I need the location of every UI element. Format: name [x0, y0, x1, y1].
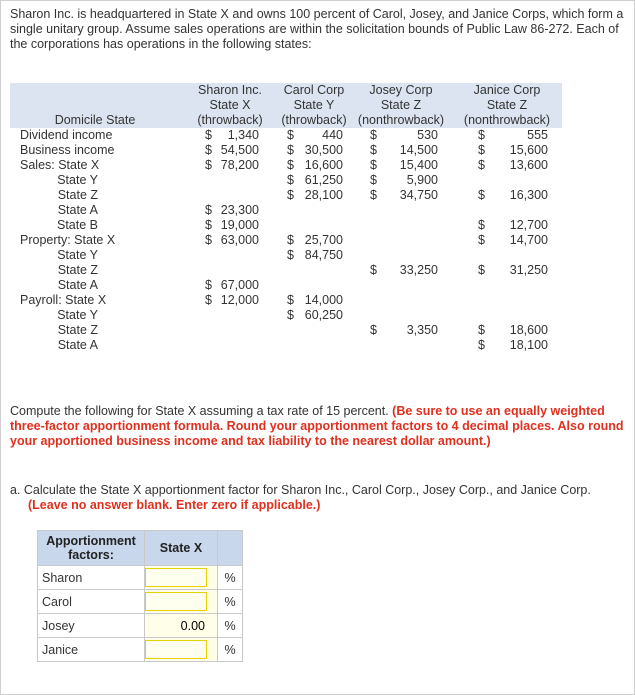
cell-value: 3,350 [406, 323, 438, 337]
cell-value: 78,200 [220, 158, 259, 172]
cell-value: 23,300 [220, 203, 259, 217]
cell-value: 19,000 [220, 218, 259, 232]
answer-header-state-x: State X [145, 531, 218, 566]
row-label: State Y [57, 248, 98, 262]
cell-value: 530 [417, 128, 438, 142]
cell-value: 16,300 [509, 188, 548, 202]
column-header-state: State Y [293, 98, 335, 112]
apportionment-factor-input[interactable] [145, 616, 207, 635]
cell-value: 13,600 [509, 158, 548, 172]
dollar-sign: $ [287, 173, 294, 187]
dollar-sign: $ [205, 158, 212, 172]
dollar-sign: $ [478, 143, 485, 157]
cell-value: 30,500 [304, 143, 343, 157]
dollar-sign: $ [478, 158, 485, 172]
dollar-sign: $ [205, 218, 212, 232]
dollar-sign: $ [287, 158, 294, 172]
cell-value: 5,900 [406, 173, 438, 187]
column-header-name: Janice Corp [473, 83, 541, 97]
dollar-sign: $ [478, 218, 485, 232]
cell-value: 31,250 [509, 263, 548, 277]
column-header-state: State Z [486, 98, 528, 112]
row-label-header: Domicile State [54, 113, 136, 127]
dollar-sign: $ [287, 143, 294, 157]
row-label: State Y [57, 308, 98, 322]
percent-symbol: % [218, 614, 243, 638]
answer-row [38, 614, 243, 638]
dollar-sign: $ [478, 128, 485, 142]
answer-row-label: Carol [38, 590, 145, 614]
question-a-note: (Leave no answer blank. Enter zero if applicable.) [28, 498, 321, 512]
cell-value: 14,500 [399, 143, 438, 157]
cell-value: 15,400 [399, 158, 438, 172]
dollar-sign: $ [370, 143, 377, 157]
apportionment-factor-input[interactable] [145, 592, 207, 611]
cell-value: 61,250 [304, 173, 343, 187]
cell-value: 14,000 [304, 293, 343, 307]
apportionment-factor-input[interactable] [145, 568, 207, 587]
cell-value: 18,600 [509, 323, 548, 337]
dollar-sign: $ [205, 278, 212, 292]
cell-value: 54,500 [220, 143, 259, 157]
dollar-sign: $ [478, 323, 485, 337]
column-header-state: State X [209, 98, 251, 112]
cell-value: 33,250 [399, 263, 438, 277]
dollar-sign: $ [287, 188, 294, 202]
row-label: Payroll: State X [20, 293, 107, 307]
row-label: Property: State X [20, 233, 116, 247]
cell-value: 15,600 [509, 143, 548, 157]
answer-row-label: Josey [38, 614, 145, 638]
cell-value: 60,250 [304, 308, 343, 322]
dollar-sign: $ [287, 248, 294, 262]
dollar-sign: $ [370, 173, 377, 187]
column-header-rule: (throwback) [281, 113, 347, 127]
cell-value: 1,340 [227, 128, 259, 142]
dollar-sign: $ [287, 308, 294, 322]
cell-value: 16,600 [304, 158, 343, 172]
column-header-state: State Z [380, 98, 422, 112]
column-header-rule: (nonthrowback) [463, 113, 551, 127]
answer-header-pct [218, 531, 243, 566]
dollar-sign: $ [478, 338, 485, 352]
row-label: State A [57, 203, 98, 217]
cell-value: 12,700 [509, 218, 548, 232]
dollar-sign: $ [205, 233, 212, 247]
dollar-sign: $ [287, 128, 294, 142]
column-header-name: Carol Corp [283, 83, 345, 97]
dollar-sign: $ [287, 293, 294, 307]
percent-symbol: % [218, 566, 243, 590]
row-label: State A [57, 278, 98, 292]
row-label: State Y [57, 173, 98, 187]
dollar-sign: $ [370, 188, 377, 202]
cell-value: 14,700 [509, 233, 548, 247]
dollar-sign: $ [370, 263, 377, 277]
dollar-sign: $ [205, 143, 212, 157]
cell-value: 25,700 [304, 233, 343, 247]
question-a-text: a. Calculate the State X apportionment factor for Sharon Inc., Carol Corp., Josey Corp., and Janice Corp. [10, 483, 591, 497]
dollar-sign: $ [370, 323, 377, 337]
dollar-sign: $ [370, 158, 377, 172]
question-a [10, 483, 630, 513]
column-header-rule: (throwback) [197, 113, 263, 127]
column-header-name: Sharon Inc. [198, 83, 262, 97]
task-instructions [10, 404, 630, 449]
dollar-sign: $ [205, 203, 212, 217]
cell-value: 28,100 [304, 188, 343, 202]
answer-row [38, 566, 243, 590]
dollar-sign: $ [205, 128, 212, 142]
cell-value: 63,000 [220, 233, 259, 247]
cell-value: 67,000 [220, 278, 259, 292]
intro-paragraph: Sharon Inc. is headquartered in State X and owns 100 percent of Carol, Josey, and Janice Corps, which form a single unitary group. Assume sales operations are within the solicitation bounds of Public Law 86-272. Each of the corporations has operations in the following states: [10, 7, 624, 51]
task-text: Compute the following for State X assuming a tax rate of 15 percent. [10, 404, 393, 418]
answer-header-label: Apportionment factors: [38, 531, 145, 566]
dollar-sign: $ [370, 128, 377, 142]
cell-value: 34,750 [399, 188, 438, 202]
cell-value: 555 [527, 128, 548, 142]
dollar-sign: $ [478, 233, 485, 247]
answer-row [38, 638, 243, 662]
dollar-sign: $ [205, 293, 212, 307]
task-rounding-note: (Be sure to use an equally weighted three-factor apportionment formula. Round your apportionment factors to 4 decimal places. Also round your apportioned business income and tax liability to the nearest dollar amount.) [10, 404, 624, 448]
dollar-sign: $ [478, 188, 485, 202]
answer-row [38, 590, 243, 614]
percent-symbol: % [218, 590, 243, 614]
cell-value: 18,100 [509, 338, 548, 352]
column-header-name: Josey Corp [369, 83, 433, 97]
row-label: Dividend income [20, 128, 113, 142]
row-label: Sales: State X [20, 158, 100, 172]
dollar-sign: $ [478, 263, 485, 277]
percent-symbol: % [218, 638, 243, 662]
row-label: State B [57, 218, 98, 232]
cell-value: 12,000 [220, 293, 259, 307]
answer-row-label: Janice [38, 638, 145, 662]
row-label: Business income [20, 143, 115, 157]
row-label: State A [57, 338, 98, 352]
apportionment-factor-input[interactable] [145, 640, 207, 659]
answer-row-label: Sharon [38, 566, 145, 590]
dollar-sign: $ [287, 233, 294, 247]
cell-value: 440 [322, 128, 343, 142]
apportionment-answer-table [37, 530, 243, 662]
row-label: State Z [57, 188, 98, 202]
row-label: State Z [57, 263, 98, 277]
cell-value: 84,750 [304, 248, 343, 262]
row-label: State Z [57, 323, 98, 337]
column-header-rule: (nonthrowback) [357, 113, 445, 127]
